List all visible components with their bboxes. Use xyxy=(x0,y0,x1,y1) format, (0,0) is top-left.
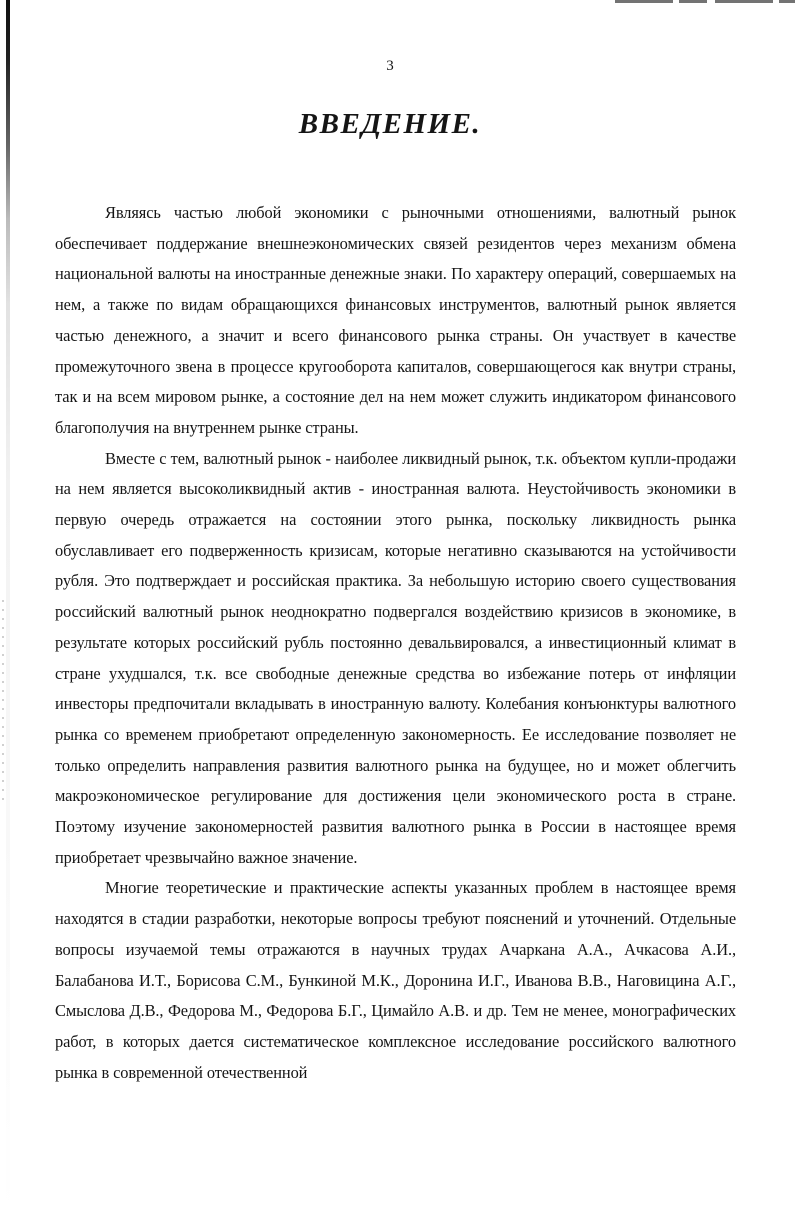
body-text xyxy=(55,198,736,1088)
paragraph: Многие теоретические и практические аспекты указанных проблем в настоящее время находятся в стадии разработки, некоторые вопросы требуют пояснений и уточнений. Отдельные вопросы изучаемой темы отражаются в научных трудах Ачаркана А.А., Ачкасова А.И., Балабанова И.Т., Борисова С.М., Бункиной М.К., Доронина И.Г., Иванова В.В., Наговицина А.Г., Смыслова Д.В., Федорова М., Федорова Б.Г., Цимайло А.В. и др. Тем не менее, монографических работ, в которых дается систематическое комплексное исследование российского валютного рынка в современной отечественной xyxy=(55,878,736,1082)
scan-left-edge-noise xyxy=(2,600,4,800)
page-number: 3 xyxy=(386,58,394,74)
scan-left-edge xyxy=(6,0,10,1216)
scan-top-edge-marks xyxy=(615,0,795,3)
page-title: ВВЕДЕНИЕ. xyxy=(298,108,482,140)
paragraph: Вместе с тем, валютный рынок - наиболее ликвидный рынок, т.к. объектом купли-продажи на нем является высоколиквидный актив - иностранная валюта. Неустойчивость экономики в первую очередь отражается на состоянии этого рынка, поскольку ликвидность рынка обуславливает его подверженность кризисам, которые негативно сказываются на устойчивости рубля. Это подтверждает и российская практика. За небольшую историю своего существования российский валютный рынок неоднократно подвергался воздействию кризисов в экономике, в результате которых российский рубль постоянно девальвировался, а инвестиционный климат в стране ухудшался, т.к. все свободные денежные средства во избежание потерь от инфляции инвесторы предпочитали вкладывать в иностранную валюту. Колебания конъюнктуры валютного рынка со временем приобретают определенную закономерность. Ее исследование позволяет не только определить направления развития валютного рынка на будущее, но и может облегчить макроэкономическое регулирование для достижения цели экономического роста в стране. Поэтому изучение закономерностей развития валютного рынка в России в настоящее время приобретает чрезвычайно важное значение. xyxy=(55,448,736,867)
paragraph: Являясь частью любой экономики с рыночными отношениями, валютный рынок обеспечивает поддержание внешнеэкономических связей резидентов через механизм обмена национальной валюты на иностранные денежные знаки. По характеру операций, совершаемых на нем, а также по видам обращающихся финансовых инструментов, валютный рынок является частью денежного, а значит и всего финансового рынка страны. Он участвует в качестве промежуточного звена в процессе кругооборота капиталов, совершающегося как внутри страны, так и на всем мировом рынке, а состояние дел на нем может служить индикатором финансового благополучия на внутреннем рынке страны. xyxy=(55,203,736,437)
